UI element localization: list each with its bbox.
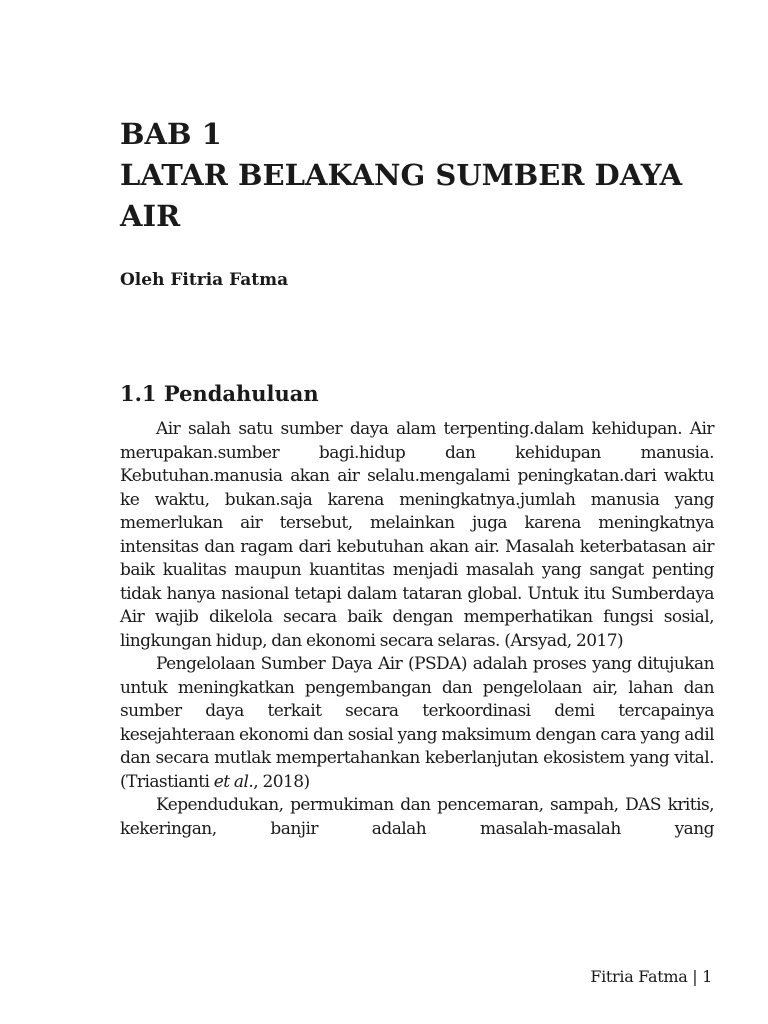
body-text — [120, 418, 714, 841]
paragraph-3: Kependudukan, permukiman dan pencemaran, sampah, DAS kritis, kekeringan, banjir adalah masalah-masalah yang — [120, 795, 714, 839]
author-byline: Oleh Fitria Fatma — [120, 270, 289, 290]
chapter-number: BAB 1 — [120, 117, 222, 151]
paragraph-2-citation-year: , 2018) — [253, 771, 310, 792]
section-title: 1.1 Pendahuluan — [120, 381, 319, 406]
chapter-title-line-2: AIR — [120, 199, 181, 233]
chapter-title-line-1: LATAR BELAKANG SUMBER DAYA — [120, 158, 683, 192]
page-footer: Fitria Fatma | 1 — [590, 967, 712, 986]
citation-et-al: et al. — [213, 771, 254, 792]
paragraph-2-text: Pengelolaan Sumber Daya Air (PSDA) adalah proses yang ditujukan untuk meningkatkan pengembangan dan pengelolaan air, lahan dan sumber daya terkait secara terkoordinasi demi tercapainya kesejahteraan ekonomi dan sosial yang maksimum dengan cara yang adil dan secara mutlak mempertahankan keberlanjutan ekosistem yang vital. (Triastianti — [120, 654, 714, 792]
paragraph-2 — [120, 653, 714, 794]
paragraph-1: Air salah satu sumber daya alam terpenting.dalam kehidupan. Air merupakan.sumber bagi.hidup dan kehidupan manusia. Kebutuhan.manusia akan air selalu.mengalami peningkatan.dari waktu ke waktu, bukan.saja karena meningkatnya.jumlah manusia yang memerlukan air tersebut, melainkan juga karena meningkatnya intensitas dan ragam dari kebutuhan akan air. Masalah keterbatasan air baik kualitas maupun kuantitas menjadi masalah yang sangat penting tidak hanya nasional tetapi dalam tataran global. Untuk itu Sumberdaya Air wajib dikelola secara baik dengan memperhatikan fungsi sosial, lingkungan hidup, dan ekonomi secara selaras. (Arsyad, 2017) — [120, 419, 714, 651]
chapter-heading — [120, 114, 720, 237]
